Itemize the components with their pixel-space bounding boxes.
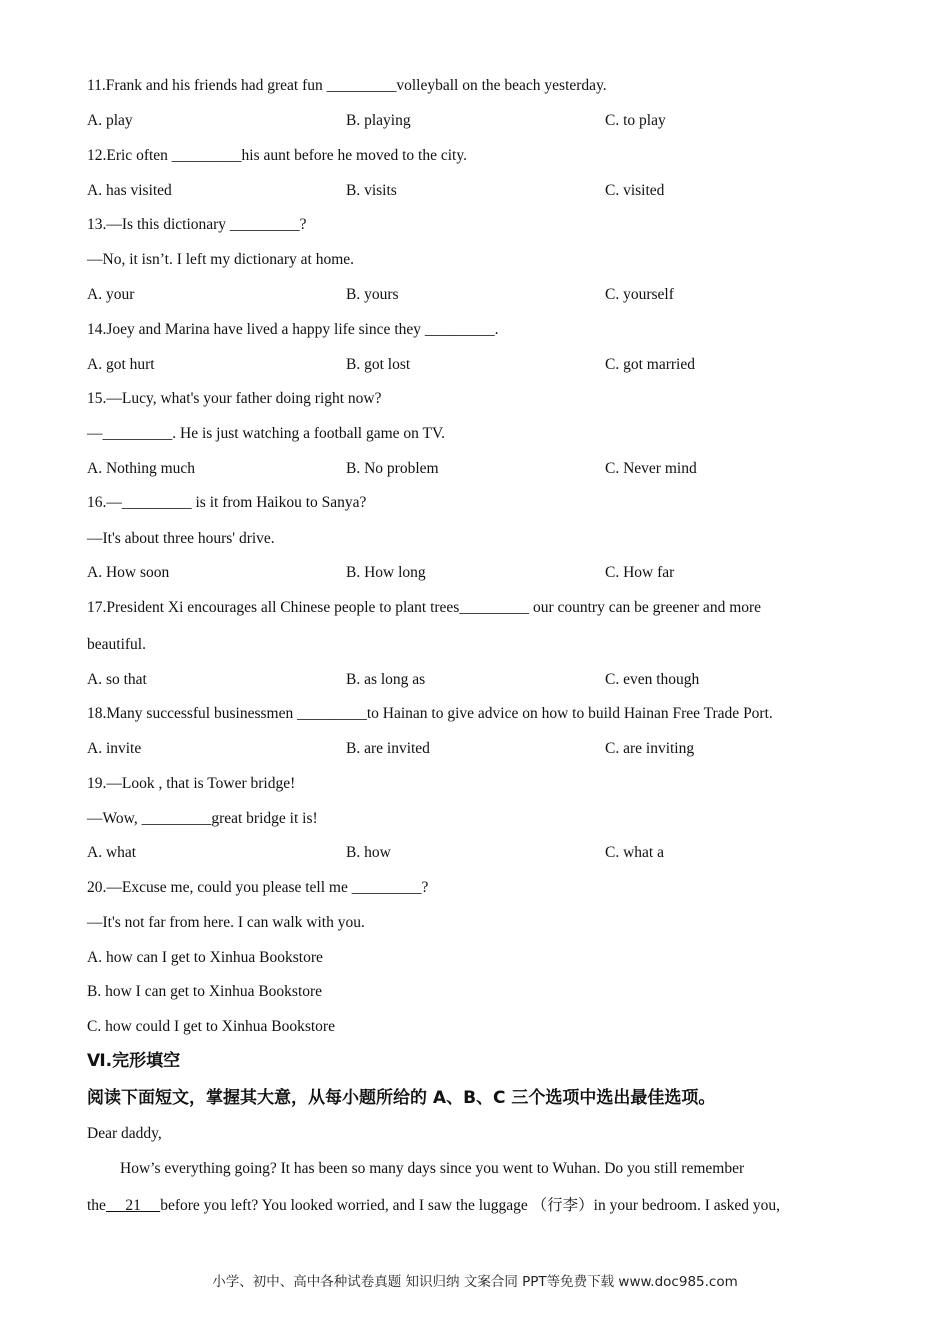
option-b: B. visits (346, 182, 397, 199)
option-b: B. yours (346, 286, 399, 303)
question-19-reply: —Wow, _________great bridge it is! (87, 810, 318, 827)
option-b: B. got lost (346, 356, 411, 373)
option-c: C. what a (605, 844, 664, 861)
question-18-stem: 18.Many successful businessmen _________to Hainan to give advice on how to build Hainan Free Trade Port. (87, 705, 773, 722)
passage-greeting: Dear daddy, (87, 1125, 162, 1142)
blank-21-label: 21 (125, 1197, 141, 1214)
option-a: A. what (87, 844, 137, 861)
passage-line-1: How’s everything going? It has been so many days since you went to Wuhan. Do you still remember (120, 1160, 745, 1177)
passage-line-2-start: the (87, 1197, 106, 1214)
option-b: B. are invited (346, 740, 430, 757)
question-11-options (87, 111, 887, 131)
option-a: A. has visited (87, 182, 172, 199)
option-b: B. How long (346, 564, 426, 581)
option-b: B. playing (346, 112, 411, 129)
question-14-stem: 14.Joey and Marina have lived a happy life since they _________. (87, 321, 499, 338)
option-c: C. got married (605, 356, 695, 373)
question-17-stem-continued: beautiful. (87, 636, 146, 653)
option-b: B. No problem (346, 460, 439, 477)
option-c: C. even though (605, 671, 700, 688)
option-a: A. your (87, 286, 135, 303)
option-b: B. how (346, 844, 391, 861)
option-c: C. yourself (605, 286, 674, 303)
section-instruction: 阅读下面短文，掌握其大意，从每小题所给的 A、B、C 三个选项中选出最佳选项。 (87, 1088, 716, 1108)
option-c: C. visited (605, 182, 665, 199)
question-17-options (87, 670, 887, 690)
question-13-stem: 13.—Is this dictionary _________? (87, 216, 307, 233)
question-12-stem: 12.Eric often _________his aunt before he moved to the city. (87, 147, 467, 164)
question-13-reply: —No, it isn’t. I left my dictionary at home. (87, 251, 355, 268)
blank-21 (106, 1197, 160, 1214)
option-c: C. How far (605, 564, 675, 581)
question-19-options (87, 843, 887, 863)
section-title: Ⅵ.完形填空 (87, 1051, 181, 1071)
question-15-stem: 15.—Lucy, what's your father doing right now? (87, 390, 382, 407)
question-20-option-a: A. how can I get to Xinhua Bookstore (87, 949, 323, 966)
question-16-options (87, 563, 887, 583)
option-a: A. so that (87, 671, 147, 688)
option-a: A. Nothing much (87, 460, 196, 477)
page-footer: 小学、初中、高中各种试卷真题 知识归纳 文案合同 PPT等免费下载 www.doc985.com (212, 1274, 738, 1290)
option-a: A. got hurt (87, 356, 155, 373)
question-11-stem: 11.Frank and his friends had great fun _________volleyball on the beach yesterday. (87, 77, 607, 94)
question-12-options (87, 181, 887, 201)
question-20-reply: —It's not far from here. I can walk with you. (87, 914, 365, 931)
passage-line-2 (87, 1196, 780, 1216)
passage-line-2-end: before you left? You looked worried, and I saw the luggage （行李）in your bedroom. I asked you, (160, 1197, 781, 1214)
option-c: C. to play (605, 112, 666, 129)
question-18-options (87, 739, 887, 759)
question-13-options (87, 285, 887, 305)
option-a: A. How soon (87, 564, 170, 581)
question-17-stem: 17.President Xi encourages all Chinese people to plant trees_________ our country can be greener and more (87, 599, 762, 616)
question-20-option-b: B. how I can get to Xinhua Bookstore (87, 983, 323, 1000)
question-20-stem: 20.—Excuse me, could you please tell me _________? (87, 879, 429, 896)
question-14-options (87, 355, 887, 375)
question-16-reply: —It's about three hours' drive. (87, 530, 275, 547)
question-15-reply: —_________. He is just watching a football game on TV. (87, 425, 446, 442)
option-c: C. are inviting (605, 740, 695, 757)
option-a: A. invite (87, 740, 142, 757)
question-19-stem: 19.—Look , that is Tower bridge! (87, 775, 296, 792)
question-16-stem: 16.—_________ is it from Haikou to Sanya? (87, 494, 367, 511)
question-15-options (87, 459, 887, 479)
option-c: C. Never mind (605, 460, 697, 477)
option-a: A. play (87, 112, 133, 129)
question-20-option-c: C. how could I get to Xinhua Bookstore (87, 1018, 335, 1035)
option-b: B. as long as (346, 671, 426, 688)
